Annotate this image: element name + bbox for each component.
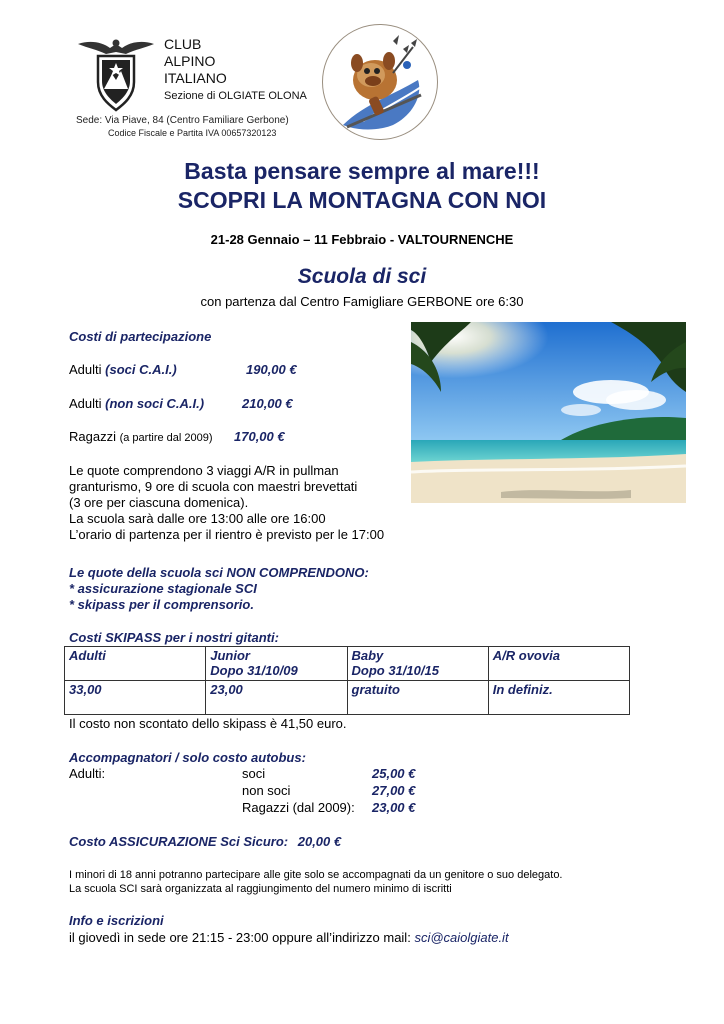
club-name	[164, 36, 307, 105]
accompagnatori-price-ragazzi: 23,00 €	[372, 800, 416, 815]
accompagnatori-label-ragazzi: Ragazzi (dal 2009):	[242, 800, 355, 815]
header-line: A/R ovovia	[492, 648, 560, 663]
skipass-value-junior: 23,00	[206, 681, 347, 715]
codice-fiscale: Codice Fiscale e Partita IVA 00657320123	[108, 128, 277, 138]
club-line-3: ITALIANO	[164, 70, 227, 86]
info-line	[69, 930, 509, 946]
header-line: Baby	[351, 648, 384, 663]
scuola-di-sci-title: Scuola di sci	[297, 265, 427, 288]
info-title: Info e iscrizioni	[69, 913, 164, 928]
quote-info-line: La scuola sarà dalle ore 13:00 alle ore 16:00	[69, 511, 326, 526]
quote-info-line: Le quote comprendono 3 viaggi A/R in pullman	[69, 463, 339, 478]
accompagnatori-label-non-soci: non soci	[242, 783, 291, 798]
header-line: Junior	[210, 648, 250, 663]
non-comprendono-item: * assicurazione stagionale SCI	[69, 581, 257, 596]
beach-photo	[411, 322, 686, 503]
skipass-value-baby: gratuito	[347, 681, 488, 715]
price-value-adulti-non-soci: 210,00 €	[242, 396, 293, 411]
price-row-ragazzi	[69, 429, 213, 446]
headline-mare: Basta pensare sempre al mare!!!	[184, 158, 540, 184]
cai-logo	[76, 34, 156, 114]
price-value-adulti-soci: 190,00 €	[246, 362, 297, 377]
assicurazione-price: 20,00 €	[297, 834, 342, 849]
price-label: Ragazzi	[69, 429, 116, 444]
note-line: La scuola SCI sarà organizzata al raggiungimento del numero minimo di iscritti	[69, 883, 452, 895]
info-text: il giovedì in sede ore 21:15 - 23:00 oppure all’indirizzo mail:	[69, 930, 411, 945]
skipass-header-adulti	[65, 647, 206, 681]
price-value-ragazzi: 170,00 €	[234, 429, 285, 444]
non-comprendono-item: * skipass per il comprensorio.	[69, 597, 254, 612]
skipass-value-adulti: 33,00	[65, 681, 206, 715]
costi-title: Costi di partecipazione	[69, 329, 212, 344]
quote-info-line: (3 ore per ciascuna domenica).	[69, 495, 249, 510]
skipass-header-row	[65, 647, 630, 681]
assicurazione-line	[69, 834, 341, 849]
email-link[interactable]: sci@caiolgiate.it	[414, 930, 509, 945]
price-row-adulti-non-soci	[69, 396, 204, 412]
event-dates: 21-28 Gennaio – 11 Febbraio - VALTOURNENCHE	[210, 232, 514, 247]
skipass-header-junior	[206, 647, 347, 681]
accompagnatori-adulti-label: Adulti:	[69, 766, 106, 781]
accompagnatori-price-soci: 25,00 €	[372, 766, 416, 781]
skipass-header-ovovia	[488, 647, 629, 681]
price-label: Adulti	[69, 362, 102, 377]
accompagnatori-title: Accompagnatori / solo costo autobus:	[69, 750, 306, 765]
assicurazione-label: Costo ASSICURAZIONE Sci Sicuro:	[69, 834, 289, 849]
accompagnatori-label-soci: soci	[242, 766, 266, 781]
price-qualifier: (soci C.A.I.)	[105, 362, 177, 377]
accompagnatori-price-non-soci: 27,00 €	[372, 783, 416, 798]
sede-line: Sede: Via Piave, 84 (Centro Familiare Gerbone)	[76, 115, 289, 126]
non-comprendono-title: Le quote della scuola sci NON COMPRENDONO:	[69, 565, 369, 580]
skipass-value-row	[65, 681, 630, 715]
skipass-title: Costi SKIPASS per i nostri gitanti:	[69, 630, 279, 645]
skipass-table	[64, 646, 630, 715]
price-qualifier: (a partire dal 2009)	[119, 432, 213, 444]
skipass-header-baby	[347, 647, 488, 681]
quote-info-line: L’orario di partenza per il rientro è previsto per le 17:00	[69, 527, 385, 542]
sezione-label: Sezione di OLGIATE OLONA	[164, 90, 307, 102]
club-line-1: CLUB	[164, 36, 202, 52]
header-line: Dopo 31/10/15	[351, 663, 439, 678]
price-qualifier: (non soci C.A.I.)	[105, 396, 205, 411]
club-line-2: ALPINO	[164, 53, 216, 69]
notes-block	[69, 868, 563, 896]
skipass-note: Il costo non scontato dello skipass è 41,50 euro.	[69, 716, 347, 731]
price-row-adulti-soci	[69, 362, 177, 378]
partenza-line: con partenza dal Centro Famigliare GERBONE ore 6:30	[200, 294, 524, 309]
skier-mascot-logo	[322, 24, 438, 140]
skipass-value-ovovia: In definiz.	[488, 681, 629, 715]
non-comprendono-block	[69, 565, 369, 613]
header-line: Dopo 31/10/09	[210, 663, 298, 678]
price-label: Adulti	[69, 396, 102, 411]
header-line: Adulti	[69, 648, 106, 663]
note-line: I minori di 18 anni potranno partecipare alle gite solo se accompagnati da un genitore o suo delegato.	[69, 869, 563, 881]
sede-address	[76, 114, 289, 140]
quote-info-line: granturismo, 9 ore di scuola con maestri brevettati	[69, 479, 358, 494]
quote-info-block	[69, 463, 384, 543]
headline-montagna: SCOPRI LA MONTAGNA CON NOI	[177, 187, 547, 213]
